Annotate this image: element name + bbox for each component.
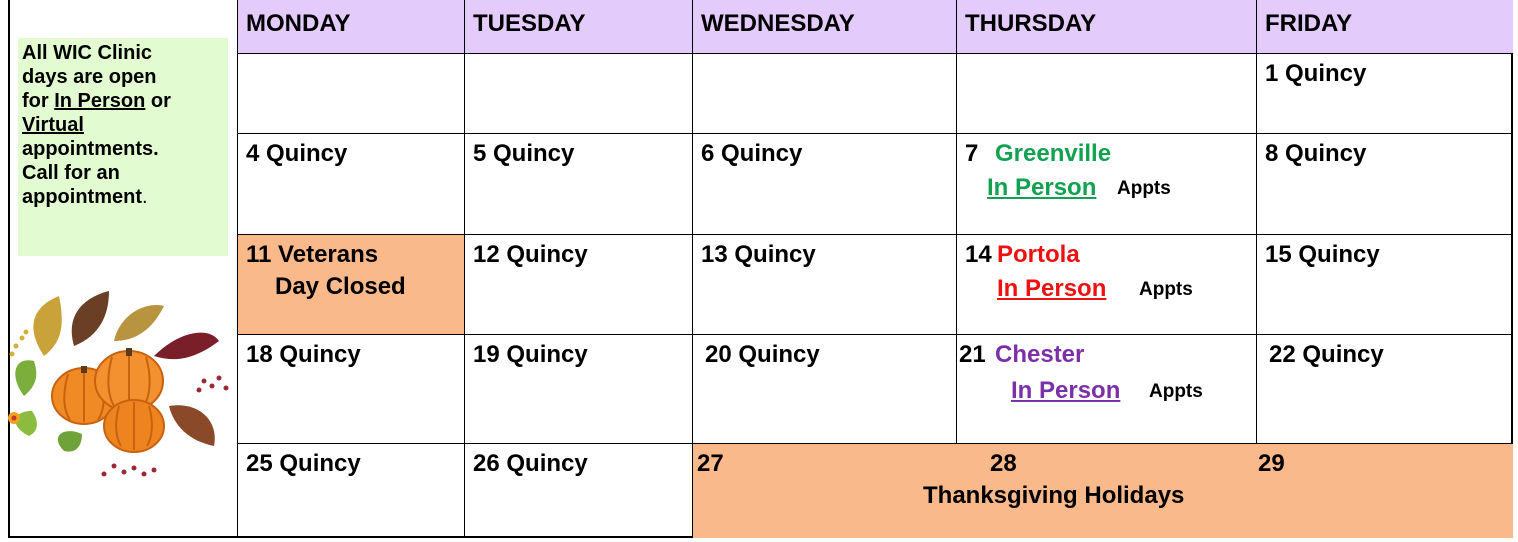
note-line [22,185,228,209]
note-text: appointment [22,186,142,208]
day-cell-empty [692,54,956,134]
note-line: Call for an [22,162,120,184]
calendar-grid [237,0,1513,538]
appts-label: Appts [1117,178,1171,199]
day-cell-empty [956,54,1256,134]
day-cell-4: 4 Quincy [237,134,464,235]
day-cell-22: 22 Quincy [1256,335,1513,444]
day-cell-14 [956,235,1256,335]
day-cell-1: 1 Quincy [1256,54,1513,134]
note-line: days are open [22,66,157,88]
day-cell-7 [956,134,1256,235]
header-wednesday: WEDNESDAY [692,0,956,54]
day-cell-26: 26 Quincy [464,444,692,538]
in-person-link: In Person [997,275,1107,302]
note-line: All WIC Clinic [22,42,152,64]
clinic-portola: Portola [997,241,1080,268]
header-monday: MONDAY [237,0,464,54]
day-number: 21 [959,341,986,368]
day-cell-18: 18 Quincy [237,335,464,444]
autumn-pumpkins-illustration [4,286,238,486]
note-line [22,113,228,137]
in-person-link: In Person [987,174,1097,201]
holiday-label: Thanksgiving Holidays [923,482,1185,509]
thanksgiving-block [692,444,1513,538]
note-text: . [142,186,148,208]
in-person-link: In Person [54,90,146,112]
day-cell-15: 15 Quincy [1256,235,1513,335]
day-cell-13: 13 Quincy [692,235,956,335]
note-text: or [145,90,171,112]
clinic-chester: Chester [995,341,1085,368]
note-text: for [22,90,55,112]
day-number-28: 28 [990,450,1017,477]
clinic-greenville: Greenville [995,140,1112,167]
header-tuesday: TUESDAY [464,0,692,54]
day-number-29: 29 [1258,450,1285,477]
day-cell-5: 5 Quincy [464,134,692,235]
day-cell-20: 20 Quincy [692,335,956,444]
day-cell-6: 6 Quincy [692,134,956,235]
info-note [18,38,228,256]
in-person-link: In Person [1011,377,1121,404]
day-cell-25: 25 Quincy [237,444,464,538]
day-cell-11-closed [237,235,464,335]
closed-line: Day Closed [275,273,406,300]
header-thursday: THURSDAY [956,0,1256,54]
day-cell-12: 12 Quincy [464,235,692,335]
virtual-link: Virtual [22,114,84,136]
day-cell-21 [956,335,1256,444]
appts-label: Appts [1149,381,1203,402]
day-cell-8: 8 Quincy [1256,134,1513,235]
day-cell-empty [464,54,692,134]
appts-label: Appts [1139,279,1193,300]
day-number-27: 27 [697,450,724,477]
day-number: 7 [965,140,979,167]
day-cell-19: 19 Quincy [464,335,692,444]
day-number: 14 [965,241,992,268]
note-line [22,89,228,113]
closed-line: 11 Veterans [246,241,379,268]
note-line: appointments. [22,138,159,160]
day-cell-empty [237,54,464,134]
header-friday: FRIDAY [1256,0,1513,54]
